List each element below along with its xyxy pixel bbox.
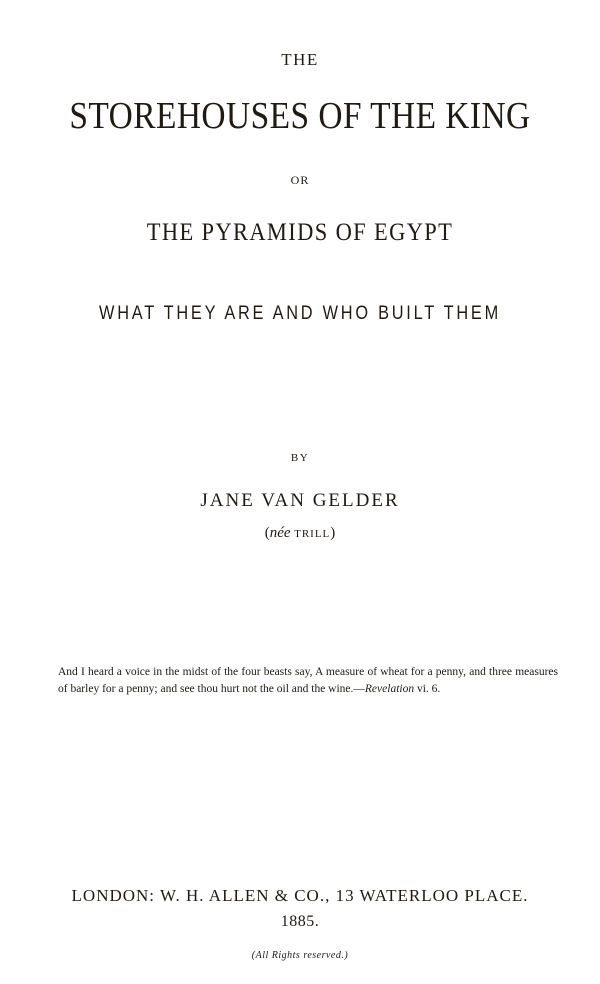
- epigraph-ref-verse: vi. 6.: [414, 683, 441, 695]
- nee-close-paren: ): [330, 525, 336, 541]
- publication-year: 1885.: [280, 913, 320, 930]
- byline-by: BY: [290, 452, 310, 464]
- epigraph-text: And I heard a voice in the midst of the four beasts say, A measure of wheat for a penny, and three measures of barley for a penny; and see thou hurt not the oil and the wine.—: [58, 666, 558, 695]
- nee-word: née: [269, 525, 291, 541]
- epigraph-ref-book: Revelation: [364, 683, 415, 695]
- heading-or: OR: [290, 173, 310, 187]
- nee-open-paren: (: [264, 525, 270, 541]
- nee-name: TRILL: [290, 528, 331, 540]
- epigraph: [58, 664, 558, 698]
- subtitle: THE PYRAMIDS OF EGYPT: [146, 219, 454, 246]
- main-title: STOREHOUSES OF THE KING: [69, 95, 531, 137]
- publisher-line: LONDON: W. H. ALLEN & CO., 13 WATERLOO PLACE.: [71, 886, 529, 905]
- tagline: WHAT THEY ARE AND WHO BUILT THEM: [99, 303, 501, 324]
- maiden-name: [0, 525, 600, 542]
- author-name: JANE VAN GELDER: [200, 490, 400, 511]
- heading-the: THE: [281, 50, 319, 69]
- rights-notice: (All Rights reserved.): [251, 950, 349, 961]
